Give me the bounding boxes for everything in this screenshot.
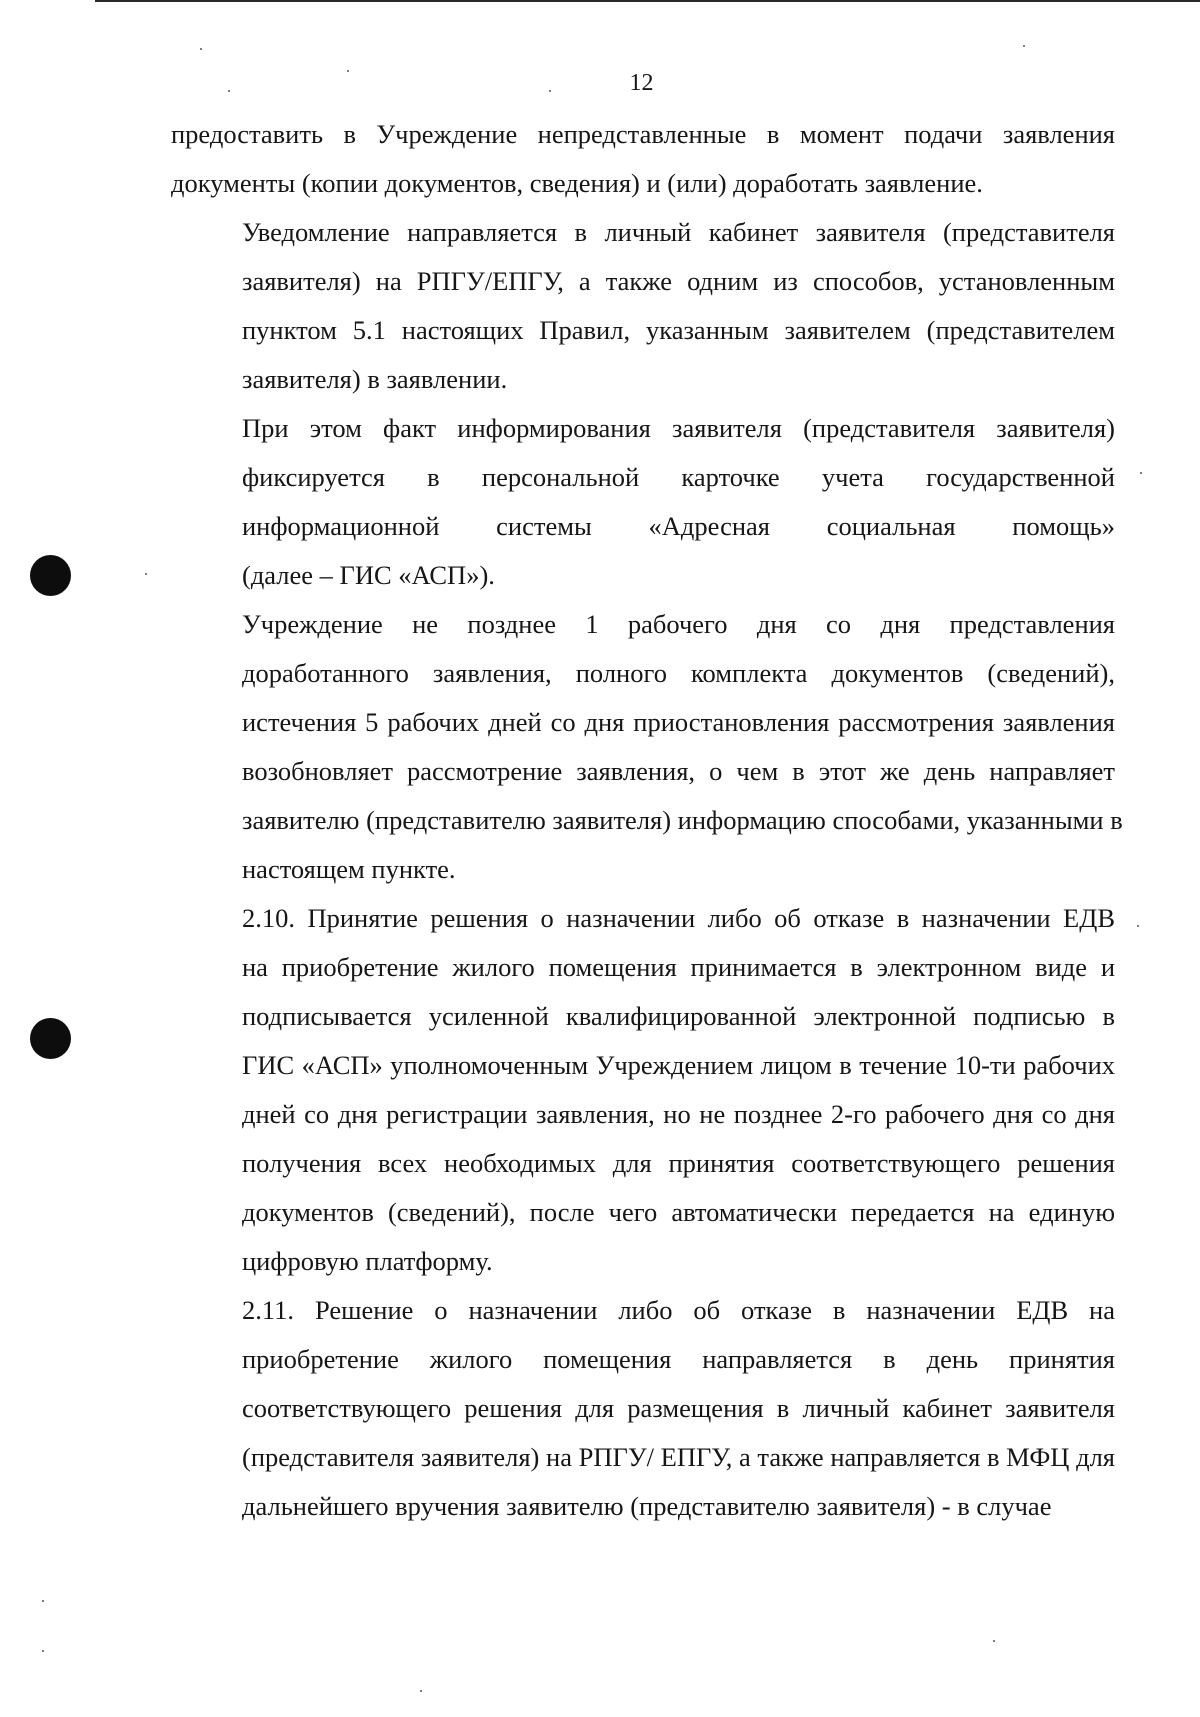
paragraph (171, 110, 1115, 208)
text-line: дальнейшего вручения заявителю (представителю заявителя) - в случае (242, 1491, 1052, 1521)
scan-speck (993, 1640, 995, 1642)
text-line: фиксируется в персональной карточке учета государственной (242, 462, 1115, 492)
text-line: заявителя) в заявлении. (242, 364, 508, 394)
text-line: заявителя) на РПГУ/ЕПГУ, а также одним из способов, установленным (242, 266, 1115, 296)
text-line: на приобретение жилого помещения принимается в электронном виде и (242, 952, 1115, 982)
scan-top-edge (95, 0, 1200, 2)
scan-speck (145, 573, 147, 575)
scan-speck (1140, 472, 1142, 474)
text-line: предоставить в Учреждение непредставленные в момент подачи заявления (171, 119, 1115, 149)
scan-speck (42, 1650, 44, 1652)
punch-hole-top (30, 555, 71, 596)
scan-speck (200, 48, 202, 50)
text-line: документы (копии документов, сведения) и (или) доработать заявление. (171, 168, 983, 198)
text-line: истечения 5 рабочих дней со дня приостановления рассмотрения заявления (242, 707, 1115, 737)
text-line: приобретение жилого помещения направляется в день принятия (242, 1344, 1115, 1374)
text-line: получения всех необходимых для принятия соответствующего решения (242, 1148, 1115, 1178)
text-line: документов (сведений), после чего автоматически передается на единую (242, 1197, 1115, 1227)
text-line: возобновляет рассмотрение заявления, о чем в этот же день направляет (242, 756, 1115, 786)
text-line: ГИС «АСП» уполномоченным Учреждением лицом в течение 10-ти рабочих (242, 1050, 1115, 1080)
text-line: пунктом 5.1 настоящих Правил, указанным заявителем (представителем (242, 315, 1115, 345)
paragraph (171, 600, 1123, 894)
punch-hole-bottom (30, 1018, 71, 1059)
text-line: (представителя заявителя) на РПГУ/ ЕПГУ, а также направляется в МФЦ для (242, 1442, 1115, 1472)
text-line: доработанного заявления, полного комплекта документов (сведений), (242, 658, 1115, 688)
paragraph (171, 404, 1115, 600)
document-body (171, 110, 1123, 1531)
scan-speck (1023, 45, 1025, 47)
text-line: цифровую платформу. (242, 1246, 493, 1276)
page-number: 12 (629, 70, 654, 96)
text-line: заявителю (представителю заявителя) информацию способами, указанными в (242, 805, 1123, 835)
text-line: 2.10. Принятие решения о назначении либо об отказе в назначении ЕДВ (242, 903, 1115, 933)
scan-speck (42, 1600, 44, 1602)
text-line: Уведомление направляется в личный кабинет заявителя (представителя (242, 217, 1115, 247)
text-line: При этом факт информирования заявителя (представителя заявителя) (242, 413, 1115, 443)
text-line: Учреждение не позднее 1 рабочего дня со дня представления (242, 609, 1115, 639)
scan-speck (1137, 925, 1139, 927)
text-line: соответствующего решения для размещения в личный кабинет заявителя (242, 1393, 1115, 1423)
text-line: 2.11. Решение о назначении либо об отказе в назначении ЕДВ на (242, 1295, 1115, 1325)
paragraph (171, 1286, 1115, 1531)
paragraph (171, 208, 1115, 404)
text-line: (далее – ГИС «АСП»). (242, 560, 495, 590)
text-line: настоящем пункте. (242, 854, 456, 884)
text-line: подписывается усиленной квалифицированной электронной подписью в (242, 1001, 1115, 1031)
text-line: информационной системы «Адресная социальная помощь» (242, 511, 1115, 541)
text-line: дней со дня регистрации заявления, но не позднее 2-го рабочего дня со дня (242, 1099, 1115, 1129)
scan-speck (420, 1690, 422, 1692)
paragraph (171, 894, 1115, 1286)
